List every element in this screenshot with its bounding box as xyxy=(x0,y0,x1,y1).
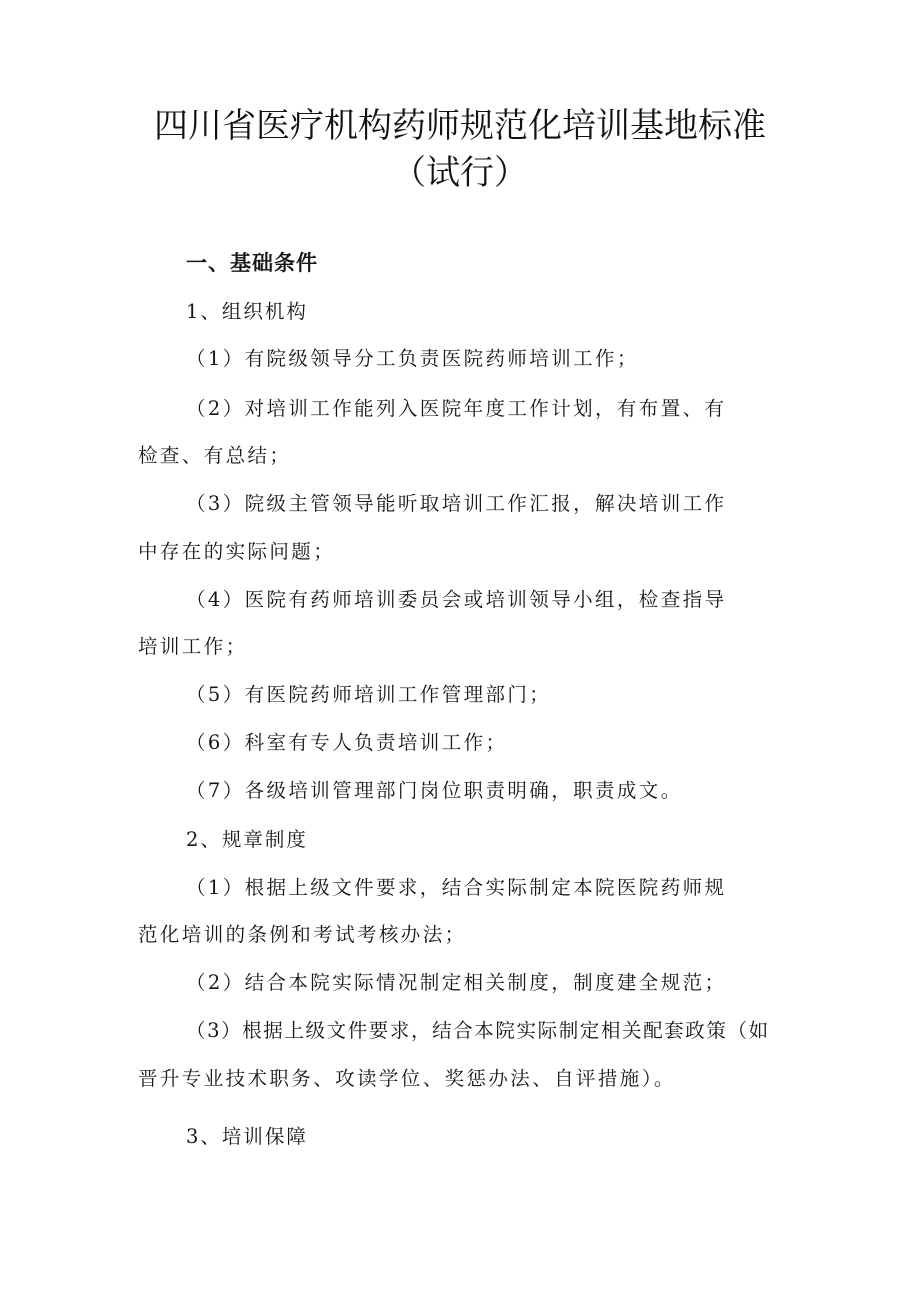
document-title: 四川省医疗机构药师规范化培训基地标准 xyxy=(154,106,766,146)
paragraph-line: （3）院级主管领导能听取培训工作汇报，解决培训工作 xyxy=(186,492,727,515)
paragraph-line: （2）结合本院实际情况制定相关制度，制度建全规范； xyxy=(186,971,727,994)
paragraph-line: （6）科室有专人负责培训工作； xyxy=(186,731,508,754)
paragraph-line: （1）根据上级文件要求，结合实际制定本院医院药师规 xyxy=(186,876,727,899)
paragraph-line: 检查、有总结； xyxy=(138,444,292,467)
paragraph-line: 晋升专业技术职务、攻读学位、奖惩办法、自评措施）。 xyxy=(138,1067,676,1090)
paragraph-line: （2）对培训工作能列入医院年度工作计划，有布置、有 xyxy=(186,397,727,420)
document-title-suffix: （试行） xyxy=(392,153,528,193)
paragraph-line: （5）有医院药师培训工作管理部门； xyxy=(186,683,552,706)
subsection-heading-organization: 1、组织机构 xyxy=(186,300,308,323)
paragraph-line: （7）各级培训管理部门岗位职责明确，职责成文。 xyxy=(186,779,683,802)
subsection-heading-support: 3、培训保障 xyxy=(186,1125,308,1148)
paragraph-line: 培训工作； xyxy=(138,635,248,658)
paragraph-line: （1）有院级领导分工负责医院药师培训工作； xyxy=(186,347,639,370)
paragraph-line: 范化培训的条例和考试考核办法； xyxy=(138,923,467,946)
paragraph-line: 中存在的实际问题； xyxy=(138,540,336,563)
paragraph-line: （4）医院有药师培训委员会或培训领导小组，检查指导 xyxy=(186,588,727,611)
paragraph-line: （3）根据上级文件要求，结合本院实际制定相关配套政策（如 xyxy=(186,1019,770,1042)
subsection-heading-regulations: 2、规章制度 xyxy=(186,828,308,851)
section-heading: 一、基础条件 xyxy=(186,251,318,275)
